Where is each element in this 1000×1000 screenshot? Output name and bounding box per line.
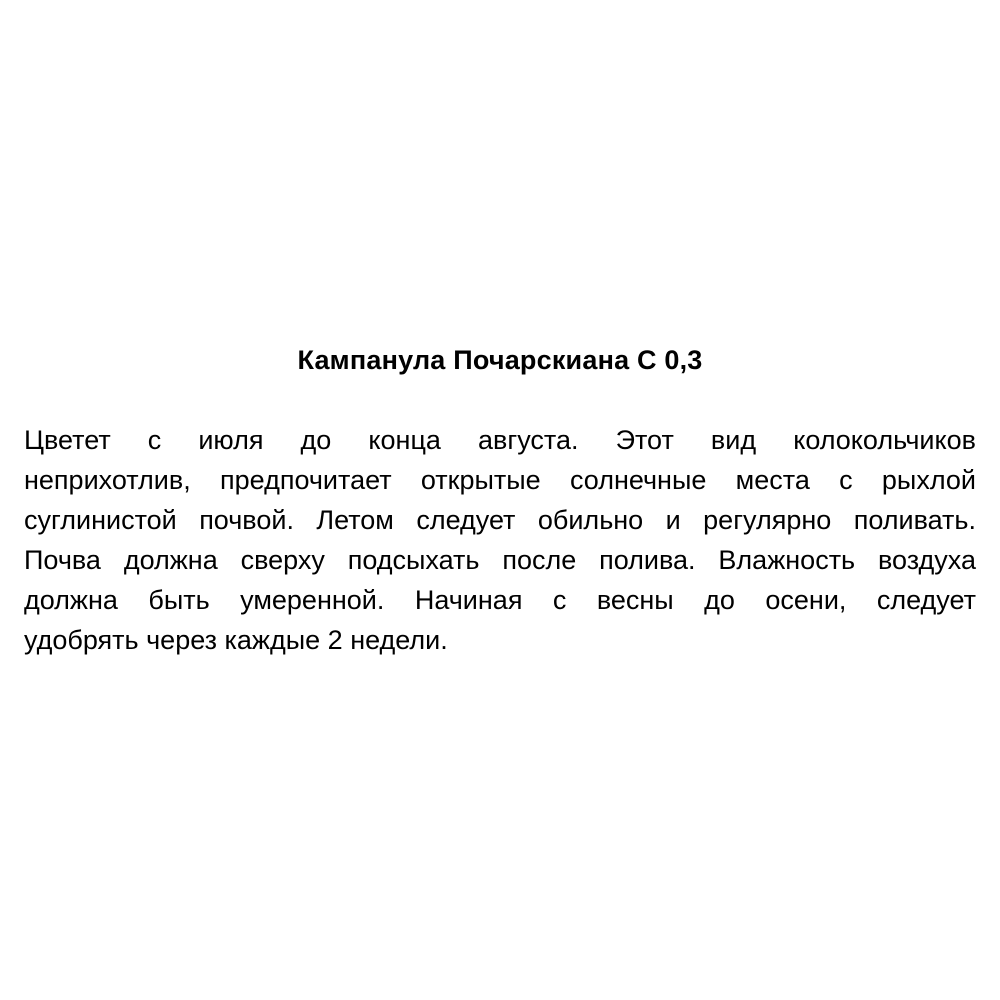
- paragraph-line: суглинистой почвой. Летом следует обильно и регулярно поливать.: [24, 505, 976, 535]
- product-title: Кампанула Почарскиана С 0,3: [297, 345, 703, 375]
- paragraph-line: должна быть умеренной. Начиная с весны до осени, следует: [24, 585, 976, 615]
- description-paragraph: [24, 420, 976, 660]
- paragraph-line: неприхотлив, предпочитает открытые солнечные места с рыхлой: [24, 465, 976, 495]
- paragraph-line: удобрять через каждые 2 недели.: [24, 625, 448, 655]
- paragraph-line: Цветет с июля до конца августа. Этот вид колокольчиков: [24, 425, 976, 455]
- paragraph-line: Почва должна сверху подсыхать после полива. Влажность воздуха: [24, 545, 976, 575]
